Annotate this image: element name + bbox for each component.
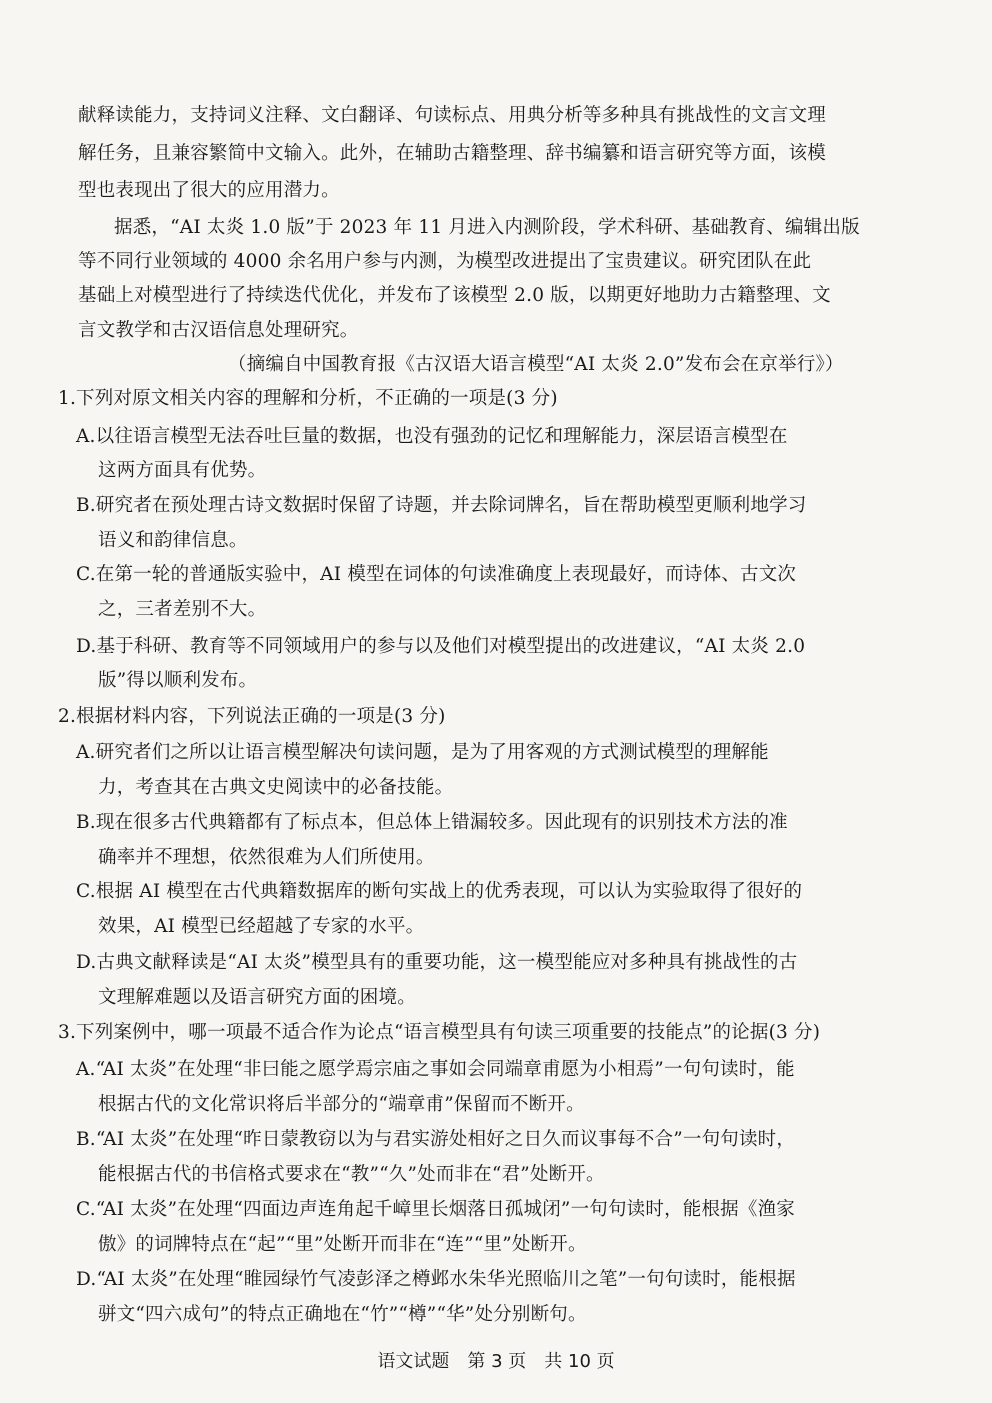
passage-line: 型也表现出了很大的应用潜力。 [78, 180, 340, 201]
question-1-option-c: C.在第一轮的普通版实验中，AI 模型在词体的句读准确度上表现最好，而诗体、古文次 [76, 564, 797, 585]
question-3-option-d: D.“AI 太炎”在处理“睢园绿竹气凌彭泽之樽邺水朱华光照临川之笔”一句句读时，能根据 [76, 1269, 796, 1290]
question-1-option-b: B.研究者在预处理古诗文数据时保留了诗题，并去除词牌名，旨在帮助模型更顺利地学习 [76, 495, 807, 516]
question-1-option-a-cont: 这两方面具有优势。 [98, 460, 267, 481]
question-3-stem: 3.下列案例中，哪一项最不适合作为论点“语言模型具有句读三项重要的技能点”的论据(3 分) [58, 1022, 821, 1043]
question-2-option-b-cont: 确率并不理想，依然很难为人们所使用。 [98, 847, 435, 868]
passage-line: 言文教学和古汉语信息处理研究。 [78, 320, 359, 341]
question-1-option-a: A.以往语言模型无法吞吐巨量的数据，也没有强劲的记忆和理解能力，深层语言模型在 [76, 426, 788, 447]
question-2-option-c-cont: 效果，AI 模型已经超越了专家的水平。 [98, 916, 425, 937]
question-1-stem: 1.下列对原文相关内容的理解和分析，不正确的一项是(3 分) [58, 388, 558, 409]
question-2-stem: 2.根据材料内容，下列说法正确的一项是(3 分) [58, 706, 446, 727]
question-3-option-a-cont: 根据古代的文化常识将后半部分的“端章甫”保留而不断开。 [98, 1094, 585, 1115]
question-2-option-b: B.现在很多古代典籍都有了标点本，但总体上错漏较多。因此现有的识别技术方法的准 [76, 812, 788, 833]
question-1-option-c-cont: 之，三者差别不大。 [98, 599, 267, 620]
question-3-option-c-cont: 傲》的词牌特点在“起”“里”处断开而非在“连”“里”处断开。 [98, 1234, 587, 1255]
question-1-option-b-cont: 语义和韵律信息。 [98, 530, 248, 551]
question-1-option-d: D.基于科研、教育等不同领域用户的参与以及他们对模型提出的改进建议，“AI 太炎 2.0 [76, 636, 806, 657]
passage-line: 基础上对模型进行了持续迭代优化，并发布了该模型 2.0 版，以期更好地助力古籍整理、文 [78, 285, 831, 306]
passage-source: （摘编自中国教育报《古汉语大语言模型“AI 太炎 2.0”发布会在京举行》） [228, 354, 844, 375]
passage-line: 解任务，且兼容繁简中文输入。此外，在辅助古籍整理、辞书编纂和语言研究等方面，该模 [78, 143, 827, 164]
question-3-option-b-cont: 能根据古代的书信格式要求在“教”“久”处而非在“君”处断开。 [98, 1164, 605, 1185]
passage-line: 据悉，“AI 太炎 1.0 版”于 2023 年 11 月进入内测阶段，学术科研、基础教育、编辑出版 [114, 217, 860, 238]
question-3-option-c: C.“AI 太炎”在处理“四面边声连角起千嶂里长烟落日孤城闭”一句句读时，能根据《渔家 [76, 1199, 795, 1220]
question-3-option-a: A.“AI 太炎”在处理“非曰能之愿学焉宗庙之事如会同端章甫愿为小相焉”一句句读时，能 [76, 1059, 795, 1080]
question-2-option-a: A.研究者们之所以让语言模型解决句读问题，是为了用客观的方式测试模型的理解能 [76, 742, 769, 763]
passage-line: 献释读能力，支持词义注释、文白翻译、句读标点、用典分析等多种具有挑战性的文言文理 [78, 105, 827, 126]
question-2-option-a-cont: 力，考查其在古典文史阅读中的必备技能。 [98, 777, 454, 798]
question-3-option-b: B.“AI 太炎”在处理“昨日蒙教窃以为与君实游处相好之日久而议事每不合”一句句读时， [76, 1129, 796, 1150]
passage-line: 等不同行业领域的 4000 余名用户参与内测，为模型改进提出了宝贵建议。研究团队在此 [78, 251, 812, 272]
question-2-option-d: D.古典文献释读是“AI 太炎”模型具有的重要功能，这一模型能应对多种具有挑战性的古 [76, 952, 798, 973]
page-footer: 语文试题 第 3 页 共 10 页 [377, 1351, 615, 1372]
question-3-option-d-cont: 骈文“四六成句”的特点正确地在“竹”“樽”“华”处分别断句。 [98, 1304, 587, 1325]
question-2-option-d-cont: 文理解难题以及语言研究方面的困境。 [98, 987, 416, 1008]
question-2-option-c: C.根据 AI 模型在古代典籍数据库的断句实战上的优秀表现，可以认为实验取得了很好的 [76, 881, 803, 902]
question-1-option-d-cont: 版”得以顺利发布。 [98, 670, 258, 691]
